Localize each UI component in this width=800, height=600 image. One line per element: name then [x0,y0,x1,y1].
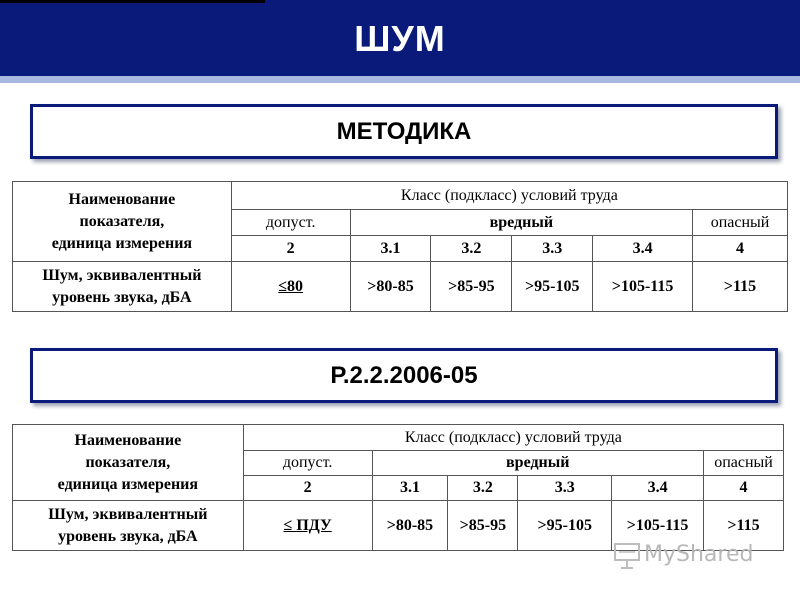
value-cell: >95-105 [512,262,593,312]
indicator-header-cell [13,425,244,501]
page-title: ШУМ [354,18,446,59]
value-limit-text: ≤ ПДУ [283,516,332,534]
value-cell: >95-105 [518,501,612,551]
class-cell: 2 [243,476,372,501]
banner-standard [30,348,778,403]
group-allowed-cell: допуст. [231,210,350,236]
value-cell: >105-115 [612,501,704,551]
class-cell: 3.4 [612,476,704,501]
indicator-header-line: показателя, [85,453,171,471]
value-limit-cell [231,262,350,312]
indicator-header-line: единица измерения [57,475,199,493]
group-harmful-cell: вредный [350,210,692,236]
value-cell: >80-85 [350,262,431,312]
value-cell: >115 [693,262,788,312]
indicator-header-cell [13,182,232,262]
class-cell: 3.1 [372,476,448,501]
class-cell: 4 [693,236,788,262]
header-bar [0,0,800,76]
group-allowed-cell: допуст. [243,451,372,476]
noise-table-standard [12,424,784,551]
header-stripe [0,76,800,83]
value-limit-cell [243,501,372,551]
class-cell: 3.2 [431,236,512,262]
class-cell: 3.3 [518,476,612,501]
value-cell: >105-115 [593,262,693,312]
banner-standard-text: Р.2.2.2006-05 [330,362,478,389]
class-cell: 4 [704,476,784,501]
value-cell: >80-85 [372,501,448,551]
indicator-header-line: Наименование [68,190,176,208]
row-label-line: Шум, эквивалентный [42,266,202,284]
watermark-text: MyShared [644,542,754,567]
row-label-line: уровень звука, дБА [58,527,198,545]
value-limit-text: ≤80 [278,277,304,295]
group-dangerous-cell: опасный [693,210,788,236]
header-top-line [0,0,265,3]
group-dangerous-cell: опасный [704,451,784,476]
class-cell: 3.1 [350,236,431,262]
class-cell: 3.4 [593,236,693,262]
row-label-cell [13,262,232,312]
value-cell: >85-95 [431,262,512,312]
indicator-header-line: Наименование [74,431,182,449]
noise-table-methodology [12,181,788,312]
row-label-line: Шум, эквивалентный [48,505,208,523]
class-cell: 2 [231,236,350,262]
indicator-header-line: показателя, [79,212,165,230]
banner-methodology [30,104,778,159]
class-header-cell: Класс (подкласс) условий труда [243,425,783,451]
row-label-cell [13,501,244,551]
value-cell: >85-95 [448,501,518,551]
watermark [612,540,792,572]
class-header-cell: Класс (подкласс) условий труда [231,182,787,210]
banner-methodology-text: МЕТОДИКА [336,118,472,145]
class-cell: 3.3 [512,236,593,262]
class-cell: 3.2 [448,476,518,501]
value-cell: >115 [704,501,784,551]
indicator-header-line: единица измерения [51,234,193,252]
group-harmful-cell: вредный [372,451,704,476]
row-label-line: уровень звука, дБА [52,288,192,306]
presentation-icon [612,540,642,570]
